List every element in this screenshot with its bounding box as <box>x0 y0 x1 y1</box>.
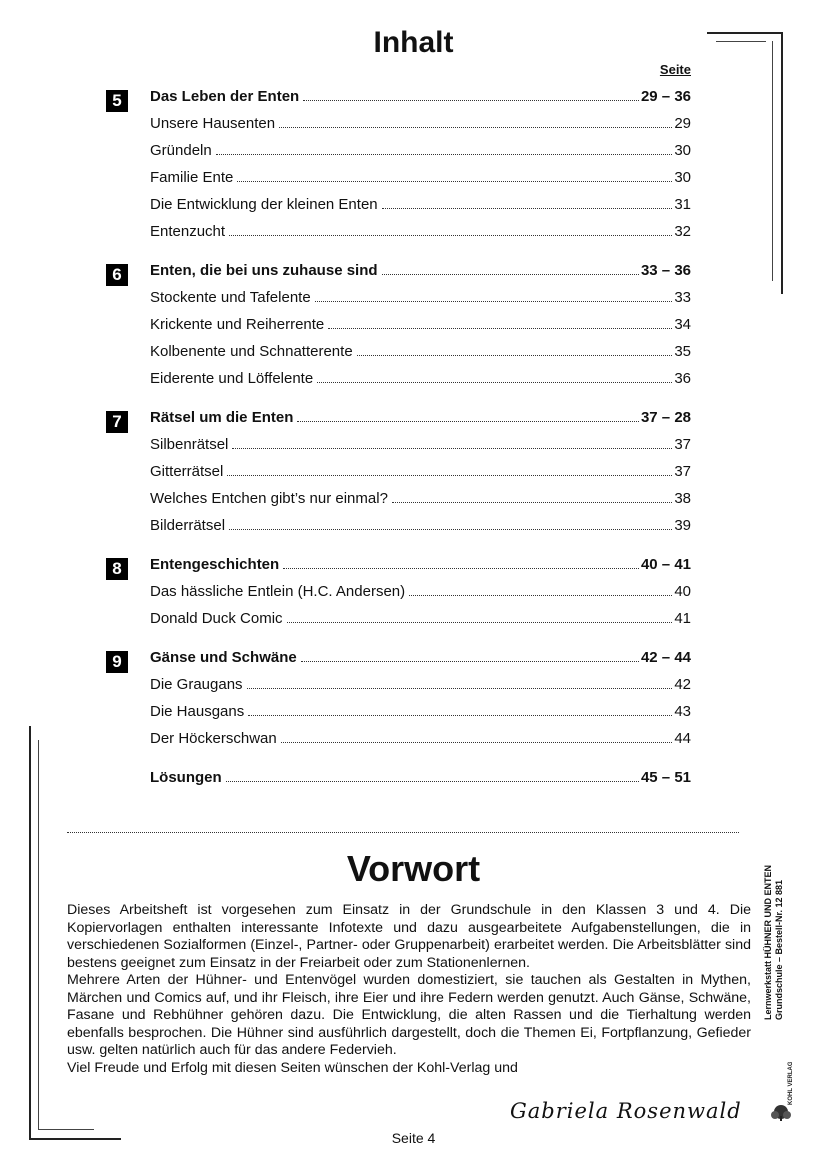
side-imprint-line: Lernwerkstatt HÜHNER UND ENTEN <box>763 864 773 1020</box>
entry-label: Die Entwicklung der kleinen Enten <box>150 196 378 213</box>
author-signature: Gabriela Rosenwald <box>510 1099 742 1123</box>
frame-line <box>772 41 773 281</box>
dot-leader <box>409 595 672 596</box>
entry-page: 33 <box>674 289 691 306</box>
dot-leader <box>317 382 672 383</box>
entry-page: 43 <box>674 703 691 720</box>
section-title: Das Leben der Enten <box>150 88 300 105</box>
dot-leader <box>232 448 672 449</box>
section-pages: 40 – 41 <box>640 556 691 573</box>
dot-leader <box>229 235 672 236</box>
dot-leader <box>297 421 639 422</box>
dot-leader <box>229 529 672 530</box>
toc-entry[interactable] <box>106 703 691 730</box>
toc-entry[interactable] <box>106 115 691 142</box>
entry-label: Die Graugans <box>150 676 243 693</box>
frame-line <box>29 726 31 1140</box>
section-title: Enten, die bei uns zuhause sind <box>150 262 378 279</box>
entry-label: Unsere Hausenten <box>150 115 276 132</box>
frame-line <box>38 740 39 1130</box>
foreword-paragraph: Dieses Arbeitsheft ist vorgesehen zum Einsatz in der Grundschule in den Klassen 3 und 4. Die Kopiervorlagen enthalten interessante Infotexte und dazu ausgearbeitete Aufgabenstellungen, die in verschiedenen Sozialformen (Einzel-, Partner- oder Gruppenarbeit) erarbeitet werden. Die Arbeitsblätter sind bestens geeignet zum Einsatz in der Freiarbeit oder zum Stationenlernen. <box>67 902 751 971</box>
entry-page: 44 <box>674 730 691 747</box>
dot-leader <box>382 208 673 209</box>
section-title: Gänse und Schwäne <box>150 649 297 666</box>
dot-leader <box>216 154 673 155</box>
page-number: Seite 4 <box>391 1130 436 1146</box>
toc-entry[interactable] <box>106 169 691 196</box>
toc-section <box>106 262 691 397</box>
toc-entry[interactable] <box>106 343 691 370</box>
section-pages: 42 – 44 <box>640 649 691 666</box>
publisher-name: KOHL VERLAG <box>788 1062 794 1105</box>
entry-page: 37 <box>674 436 691 453</box>
entry-page: 34 <box>674 316 691 333</box>
entry-page: 36 <box>674 370 691 387</box>
entry-label: Gründeln <box>150 142 212 159</box>
entry-label: Der Höckerschwan <box>150 730 277 747</box>
entry-page: 29 <box>674 115 691 132</box>
toc-solutions-heading[interactable] <box>106 769 691 796</box>
section-pages: 29 – 36 <box>640 88 691 105</box>
dot-leader <box>279 127 672 128</box>
dot-leader <box>247 688 673 689</box>
entry-label: Die Hausgans <box>150 703 245 720</box>
section-number: 8 <box>106 558 128 580</box>
foreword-paragraph: Mehrere Arten der Hühner- und Entenvögel wurden domestiziert, sie tauchen als Gestalten in Mythen, Märchen und Comics auf, und ihr Fleisch, ihre Eier und ihre Federn werden genutzt. Auch Gänse, Schwäne, Fasane und Rebhühner gehören dazu. Die Entwicklung, die alten Rassen und die Tierhaltung werden ebenfalls besprochen. Die Hühner sind ausführlich dargestellt, doch die Themen Ei, Fortpflanzung, Gefieder usw. gelten natürlich auch für das andere Federvieh. <box>67 972 751 1058</box>
section-title: Rätsel um die Enten <box>150 409 294 426</box>
entry-page: 42 <box>674 676 691 693</box>
toc-entry[interactable] <box>106 490 691 517</box>
side-imprint <box>763 820 803 1020</box>
section-pages: 37 – 28 <box>640 409 691 426</box>
entry-label: Das hässliche Entlein (H.C. Andersen) <box>150 583 406 600</box>
entry-label: Entenzucht <box>150 223 226 240</box>
toc-entry[interactable] <box>106 142 691 169</box>
solutions-pages: 45 – 51 <box>640 769 691 786</box>
toc-section <box>106 769 691 796</box>
entry-label: Stockente und Tafelente <box>150 289 311 306</box>
tree-icon <box>766 1062 796 1122</box>
dot-leader <box>283 568 639 569</box>
entry-page: 39 <box>674 517 691 534</box>
dot-leader <box>328 328 672 329</box>
frame-line <box>781 32 783 294</box>
toc-section-heading[interactable] <box>106 556 691 583</box>
section-number: 7 <box>106 411 128 433</box>
section-pages: 33 – 36 <box>640 262 691 279</box>
toc-entry[interactable] <box>106 676 691 703</box>
section-number: 5 <box>106 90 128 112</box>
section-number: 9 <box>106 651 128 673</box>
entry-label: Familie Ente <box>150 169 234 186</box>
section-title: Entengeschichten <box>150 556 280 573</box>
dot-leader <box>281 742 673 743</box>
entry-label: Donald Duck Comic <box>150 610 283 627</box>
foreword-text <box>67 902 751 1077</box>
toc-section-heading[interactable] <box>106 409 691 436</box>
toc-entry[interactable] <box>106 436 691 463</box>
entry-page: 37 <box>674 463 691 480</box>
dot-leader <box>382 274 639 275</box>
dot-leader <box>315 301 673 302</box>
foreword-title: Vorwort <box>346 848 481 889</box>
entry-label: Gitterrätsel <box>150 463 224 480</box>
dot-leader <box>357 355 673 356</box>
toc-section <box>106 649 691 757</box>
solutions-title: Lösungen <box>150 769 222 786</box>
entry-label: Krickente und Reiherrente <box>150 316 325 333</box>
dot-leader <box>226 781 639 782</box>
dot-leader <box>237 181 672 182</box>
entry-label: Welches Entchen gibt’s nur einmal? <box>150 490 388 507</box>
dot-leader <box>303 100 639 101</box>
toc-section <box>106 556 691 637</box>
entry-label: Kolbenente und Schnatterente <box>150 343 353 360</box>
toc-section-heading[interactable] <box>106 88 691 115</box>
entry-page: 40 <box>674 583 691 600</box>
side-imprint-line: Grundschule – Bestell-Nr. 12 881 <box>774 879 784 1020</box>
dot-leader <box>248 715 672 716</box>
entry-label: Eiderente und Löffelente <box>150 370 314 387</box>
toc-section-heading[interactable] <box>106 649 691 676</box>
toc-entry[interactable] <box>106 730 691 757</box>
entry-page: 32 <box>674 223 691 240</box>
dot-leader <box>227 475 672 476</box>
foreword-paragraph: Viel Freude und Erfolg mit diesen Seiten wünschen der Kohl-Verlag und <box>67 1059 518 1076</box>
dot-leader <box>392 502 672 503</box>
toc-entry[interactable] <box>106 463 691 490</box>
page-column-header: Seite <box>659 62 691 77</box>
toc-entry[interactable] <box>106 583 691 610</box>
entry-page: 38 <box>674 490 691 507</box>
page-title: Inhalt <box>373 26 454 59</box>
toc-section-heading[interactable] <box>106 262 691 289</box>
toc-entry[interactable] <box>106 517 691 544</box>
section-number: 6 <box>106 264 128 286</box>
toc-entry[interactable] <box>106 316 691 343</box>
entry-page: 31 <box>674 196 691 213</box>
entry-page: 30 <box>674 169 691 186</box>
dot-leader <box>287 622 673 623</box>
toc-entry[interactable] <box>106 370 691 397</box>
table-of-contents <box>106 88 691 808</box>
toc-entry[interactable] <box>106 196 691 223</box>
entry-label: Silbenrätsel <box>150 436 229 453</box>
entry-page: 41 <box>674 610 691 627</box>
publisher-logo <box>766 1062 796 1122</box>
toc-entry[interactable] <box>106 223 691 250</box>
toc-entry[interactable] <box>106 610 691 637</box>
entry-page: 30 <box>674 142 691 159</box>
toc-section <box>106 88 691 250</box>
toc-entry[interactable] <box>106 289 691 316</box>
toc-section <box>106 409 691 544</box>
dot-leader <box>301 661 639 662</box>
entry-page: 35 <box>674 343 691 360</box>
section-divider <box>67 832 739 833</box>
entry-label: Bilderrätsel <box>150 517 226 534</box>
